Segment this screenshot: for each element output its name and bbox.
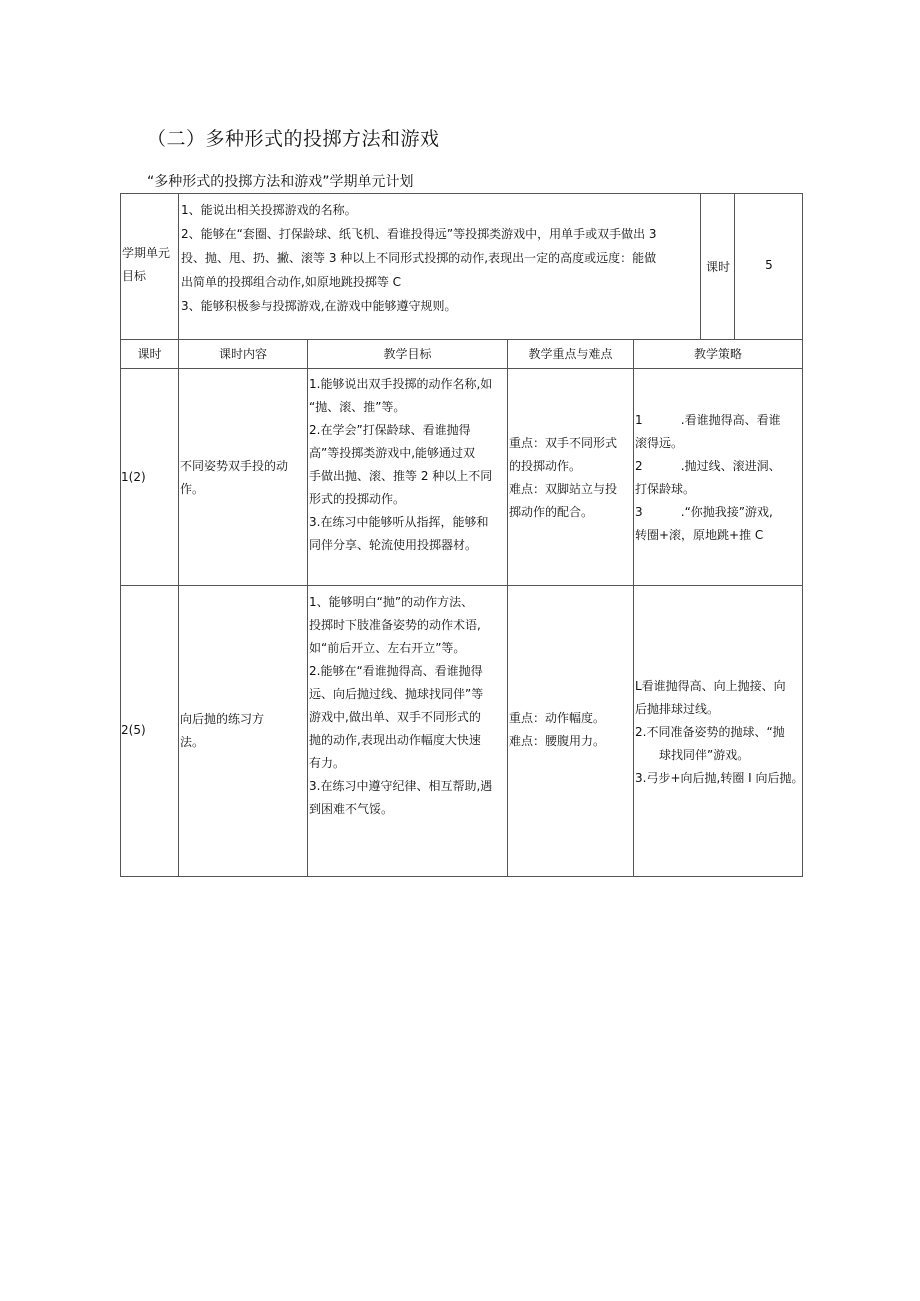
row2-objective-line: 1、能够明白“抛”的动作方法、 (309, 595, 474, 609)
row1-keypoint-line: 的投掷动作。 (509, 459, 582, 473)
unit-goal-line: 1、能说出相关投掷游戏的名称。 (181, 203, 357, 217)
unit-goal-label-line: 学期单元 (122, 246, 171, 260)
rule-col1 (178, 193, 179, 877)
rule-header-bottom (120, 368, 803, 369)
rule-hours-left (700, 193, 701, 339)
row1-strategies (635, 409, 802, 547)
row1-strategy-line: 打保龄球。 (635, 482, 696, 496)
row2-keypoints (509, 707, 632, 753)
row1-strategy-line: 3 .“你抛我接”游戏, (635, 505, 773, 519)
unit-goal-line: 2、能够在“套圈、打保龄球、纸飞机、看谁投得远”等投掷类游戏中，用单手或双手做出 3 (181, 227, 657, 241)
header-lesson: 课时 (137, 347, 162, 361)
rule-col2 (307, 339, 308, 877)
row1-content (180, 455, 306, 501)
row1-content-line: 不同姿势双手投的动 (180, 459, 289, 473)
row1-keypoint-line: 难点：双脚站立与投 (509, 482, 618, 496)
row2-objective-line: 有力。 (309, 756, 346, 770)
header-content: 课时内容 (218, 347, 267, 361)
row1-objectives (309, 373, 506, 557)
row2-content-line: 法。 (180, 735, 205, 749)
row1-keypoint-line: 掷动作的配合。 (509, 505, 594, 519)
header-keypoints: 教学重点与难点 (528, 347, 613, 361)
table-caption: “多种形式的投掷方法和游戏”学期单元计划 (147, 174, 414, 190)
row2-objective-line: 2.能够在“看谁抛得高、看谁抛得 (309, 664, 483, 678)
row2-keypoint-line: 难点：腰腹用力。 (509, 734, 606, 748)
row2-objective-line: 远、向后抛过线、抛球找同伴”等 (309, 687, 484, 701)
row1-objective-line: 2.在学会”打保龄球、看谁抛得 (309, 423, 471, 437)
rule-col4 (633, 339, 634, 877)
rule-row1-bottom (120, 585, 803, 586)
row1-content-line: 作。 (180, 482, 205, 496)
row1-strategy-line: 转圈+滚，原地跳+推 C (635, 528, 764, 542)
rule-col3 (507, 339, 508, 877)
row1-strategy-line: 滚得远。 (635, 436, 684, 450)
unit-goal-label (122, 242, 178, 288)
row2-keypoint-line: 重点：动作幅度。 (509, 711, 606, 725)
row2-objectives (309, 591, 506, 821)
row2-content (180, 708, 306, 754)
row2-strategy-line: L看谁抛得高、向上抛接、向 (635, 679, 786, 693)
row2-strategies (635, 675, 802, 790)
row2-objective-line: 抛的动作,表现出动作幅度大快速 (309, 733, 481, 747)
row1-objective-line: “抛、滚、推”等。 (309, 400, 406, 414)
row2-strategy-line: 后抛排球过线。 (635, 702, 720, 716)
section-heading: （二）多种形式的投掷方法和游戏 (147, 128, 440, 150)
row1-objective-line: 3.在练习中能够听从指挥，能够和 (309, 515, 489, 529)
header-strategies: 教学策略 (693, 347, 742, 361)
row1-objective-line: 高”等投掷类游戏中,能够通过双 (309, 446, 476, 460)
row1-objective-line: 同伴分享、轮流使用投掷器材。 (309, 538, 478, 552)
unit-goal-line: 3、能够积极参与投掷游戏,在游戏中能够遵守规则。 (181, 299, 457, 313)
row2-strategy-line: 3.弓步+向后抛,转圈 I 向后抛。 (635, 771, 804, 785)
unit-goal-line: 出简单的投掷组合动作,如原地跳投掷等 C (181, 275, 402, 289)
row2-lesson: 2(5) (121, 723, 146, 737)
unit-goals (181, 198, 699, 318)
row2-strategy-line: 2.不同准备姿势的抛球、“抛 (635, 725, 785, 739)
row2-objective-line: 3.在练习中遵守纪律、相互帮助,遇 (309, 779, 493, 793)
row1-keypoints (509, 432, 632, 524)
row1-strategy-line: 2 .抛过线、滚进洞、 (635, 459, 781, 473)
row1-objective-line: 1.能够说出双手投掷的动作名称,如 (309, 377, 493, 391)
unit-goal-line: 投、抛、甩、扔、撇、滚等 3 种以上不同形式投掷的动作,表现出一定的高度或远度：能做 (181, 251, 657, 265)
row2-content-line: 向后抛的练习方 (180, 712, 265, 726)
row1-keypoint-line: 重点：双手不同形式 (509, 436, 618, 450)
row2-strategy-line: 球找同伴”游戏。 (659, 748, 750, 762)
hours-label: 课时 (705, 260, 730, 274)
row1-strategy-line: 1 .看谁抛得高、看谁 (635, 413, 781, 427)
row1-objective-line: 形式的投掷动作。 (309, 492, 406, 506)
row2-objective-line: 如“前后开立、左右开立”等。 (309, 641, 466, 655)
row2-objective-line: 到困难不气馁。 (309, 802, 394, 816)
header-objectives: 教学目标 (383, 347, 432, 361)
unit-goal-label-line: 目标 (122, 269, 147, 283)
rule-unit-bottom (120, 339, 803, 340)
row1-lesson: 1(2) (121, 470, 146, 484)
hours-value: 5 (765, 258, 773, 272)
row1-objective-line: 手做出抛、滚、推等 2 种以上不同 (309, 469, 493, 483)
row2-objective-line: 投掷时下肢准备姿势的动作术语, (309, 618, 481, 632)
row2-objective-line: 游戏中,做出单、双手不同形式的 (309, 710, 481, 724)
